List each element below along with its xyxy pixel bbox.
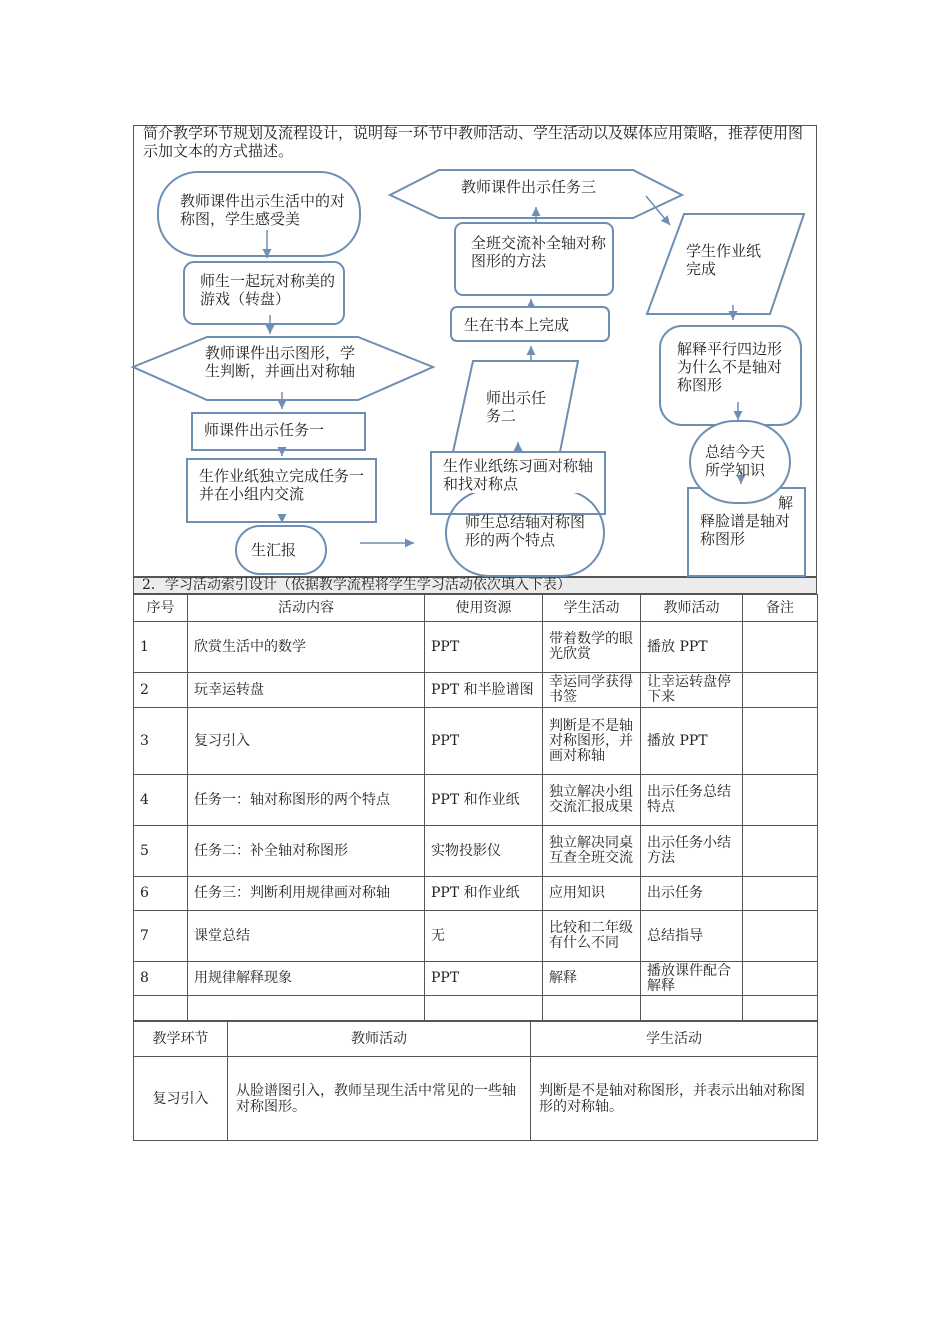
table-header-row [134, 595, 818, 622]
cell-note [743, 775, 818, 826]
cell-note [743, 877, 818, 911]
table-row [134, 622, 818, 673]
teaching-step-table [133, 1021, 818, 1141]
table-row [134, 673, 818, 708]
cell-resource: PPT [425, 622, 543, 673]
cell-note [743, 826, 818, 877]
cell-teacher: 出示任务小结方法 [641, 826, 743, 877]
cell-content [188, 996, 425, 1021]
cell-seq: 4 [134, 775, 188, 826]
cell-step: 复习引入 [134, 1057, 228, 1141]
flow-intro-text: 简介教学环节规划及流程设计，说明每一环节中教师活动、学生活动以及媒体应用策略，推荐使用图示加文本的方式描述。 [143, 124, 804, 160]
cell-resource: PPT [425, 962, 543, 996]
cell-seq: 8 [134, 962, 188, 996]
table-row [134, 1057, 818, 1141]
node-2-text: 师生一起玩对称美的游戏（转盘） [200, 272, 336, 308]
cell-seq: 3 [134, 708, 188, 775]
node-14-text: 解释平行四边形为什么不是轴对称图形 [677, 340, 783, 394]
cell-content: 玩幸运转盘 [188, 673, 425, 708]
cell-teacher: 出示任务 [641, 877, 743, 911]
header-cell: 教学环节 [134, 1022, 228, 1057]
node-11-text: 全班交流补全轴对称图形的方法 [471, 234, 607, 270]
node-16-text-a: 解 [778, 494, 794, 512]
node-12-text: 教师课件出示任务三 [461, 178, 597, 196]
node-13-text: 学生作业纸完成 [686, 242, 762, 278]
cell-student [543, 996, 641, 1021]
cell-note [743, 673, 818, 708]
table-row [134, 911, 818, 962]
section-2-title: 2．学习活动索引设计（依据教学流程将学生学习活动依次填入下表） [133, 577, 817, 594]
header-cell: 教师活动 [641, 595, 743, 622]
cell-resource: PPT 和作业纸 [425, 877, 543, 911]
table-row [134, 826, 818, 877]
cell-student-activity: 判断是不是轴对称图形，并表示出轴对称图形的对称轴。 [531, 1057, 818, 1141]
header-cell: 备注 [743, 595, 818, 622]
cell-student: 应用知识 [543, 877, 641, 911]
activity-index-table [133, 594, 818, 1021]
header-cell: 教师活动 [228, 1022, 531, 1057]
cell-seq: 1 [134, 622, 188, 673]
cell-teacher-activity: 从脸谱图引入，教师呈现生活中常见的一些轴对称图形。 [228, 1057, 531, 1141]
cell-teacher: 播放课件配合解释 [641, 962, 743, 996]
cell-note [743, 996, 818, 1021]
cell-seq: 2 [134, 673, 188, 708]
cell-note [743, 708, 818, 775]
cell-content: 复习引入 [188, 708, 425, 775]
cell-seq: 6 [134, 877, 188, 911]
cell-note [743, 962, 818, 996]
cell-student: 幸运同学获得书签 [543, 673, 641, 708]
node-10-text: 生在书本上完成 [464, 316, 570, 334]
cell-student: 比较和二年级有什么不同 [543, 911, 641, 962]
cell-content: 任务二：补全轴对称图形 [188, 826, 425, 877]
cell-resource: PPT 和半脸谱图 [425, 673, 543, 708]
header-cell: 活动内容 [188, 595, 425, 622]
header-cell: 学生活动 [531, 1022, 818, 1057]
cell-content: 课堂总结 [188, 911, 425, 962]
table-row [134, 877, 818, 911]
cell-teacher [641, 996, 743, 1021]
cell-teacher: 总结指导 [641, 911, 743, 962]
node-8-text: 生作业纸练习画对称轴和找对称点 [443, 457, 598, 493]
cell-resource: 无 [425, 911, 543, 962]
cell-teacher: 让幸运转盘停下来 [641, 673, 743, 708]
node-16-text-b: 释脸谱是轴对称图形 [700, 512, 791, 548]
table-row [134, 775, 818, 826]
node-3-text: 教师课件出示图形，学生判断，并画出对称轴 [205, 344, 356, 380]
table-row [134, 708, 818, 775]
cell-resource [425, 996, 543, 1021]
flowchart [0, 0, 950, 600]
step-header-row [134, 1022, 818, 1057]
cell-teacher: 播放 PPT [641, 622, 743, 673]
cell-resource: PPT 和作业纸 [425, 775, 543, 826]
cell-note [743, 622, 818, 673]
cell-content: 用规律解释现象 [188, 962, 425, 996]
node-9-text: 师出示任务二 [486, 389, 547, 425]
header-cell: 使用资源 [425, 595, 543, 622]
table-row [134, 996, 818, 1021]
cell-student: 判断是不是轴对称图形，并画对称轴 [543, 708, 641, 775]
cell-student: 独立解决同桌互查全班交流 [543, 826, 641, 877]
cell-student: 独立解决小组交流汇报成果 [543, 775, 641, 826]
cell-teacher: 出示任务总结特点 [641, 775, 743, 826]
node-1-text: 教师课件出示生活中的对称图，学生感受美 [180, 192, 346, 228]
cell-content: 任务一：轴对称图形的两个特点 [188, 775, 425, 826]
node-4-text: 师课件出示任务一 [204, 421, 325, 439]
node-5-text: 生作业纸独立完成任务一并在小组内交流 [199, 467, 365, 503]
cell-note [743, 911, 818, 962]
cell-resource: 实物投影仪 [425, 826, 543, 877]
header-cell: 序号 [134, 595, 188, 622]
cell-content: 任务三：判断利用规律画对称轴 [188, 877, 425, 911]
cell-seq [134, 996, 188, 1021]
cell-seq: 7 [134, 911, 188, 962]
cell-teacher: 播放 PPT [641, 708, 743, 775]
node-6-text: 生汇报 [251, 541, 297, 559]
cell-content: 欣赏生活中的数学 [188, 622, 425, 673]
cell-seq: 5 [134, 826, 188, 877]
node-15-text: 总结今天所学知识 [705, 443, 766, 479]
table-row [134, 962, 818, 996]
cell-resource: PPT [425, 708, 543, 775]
cell-student: 解释 [543, 962, 641, 996]
header-cell: 学生活动 [543, 595, 641, 622]
node-7-text: 师生总结轴对称图形的两个特点 [465, 513, 586, 549]
cell-student: 带着数学的眼光欣赏 [543, 622, 641, 673]
